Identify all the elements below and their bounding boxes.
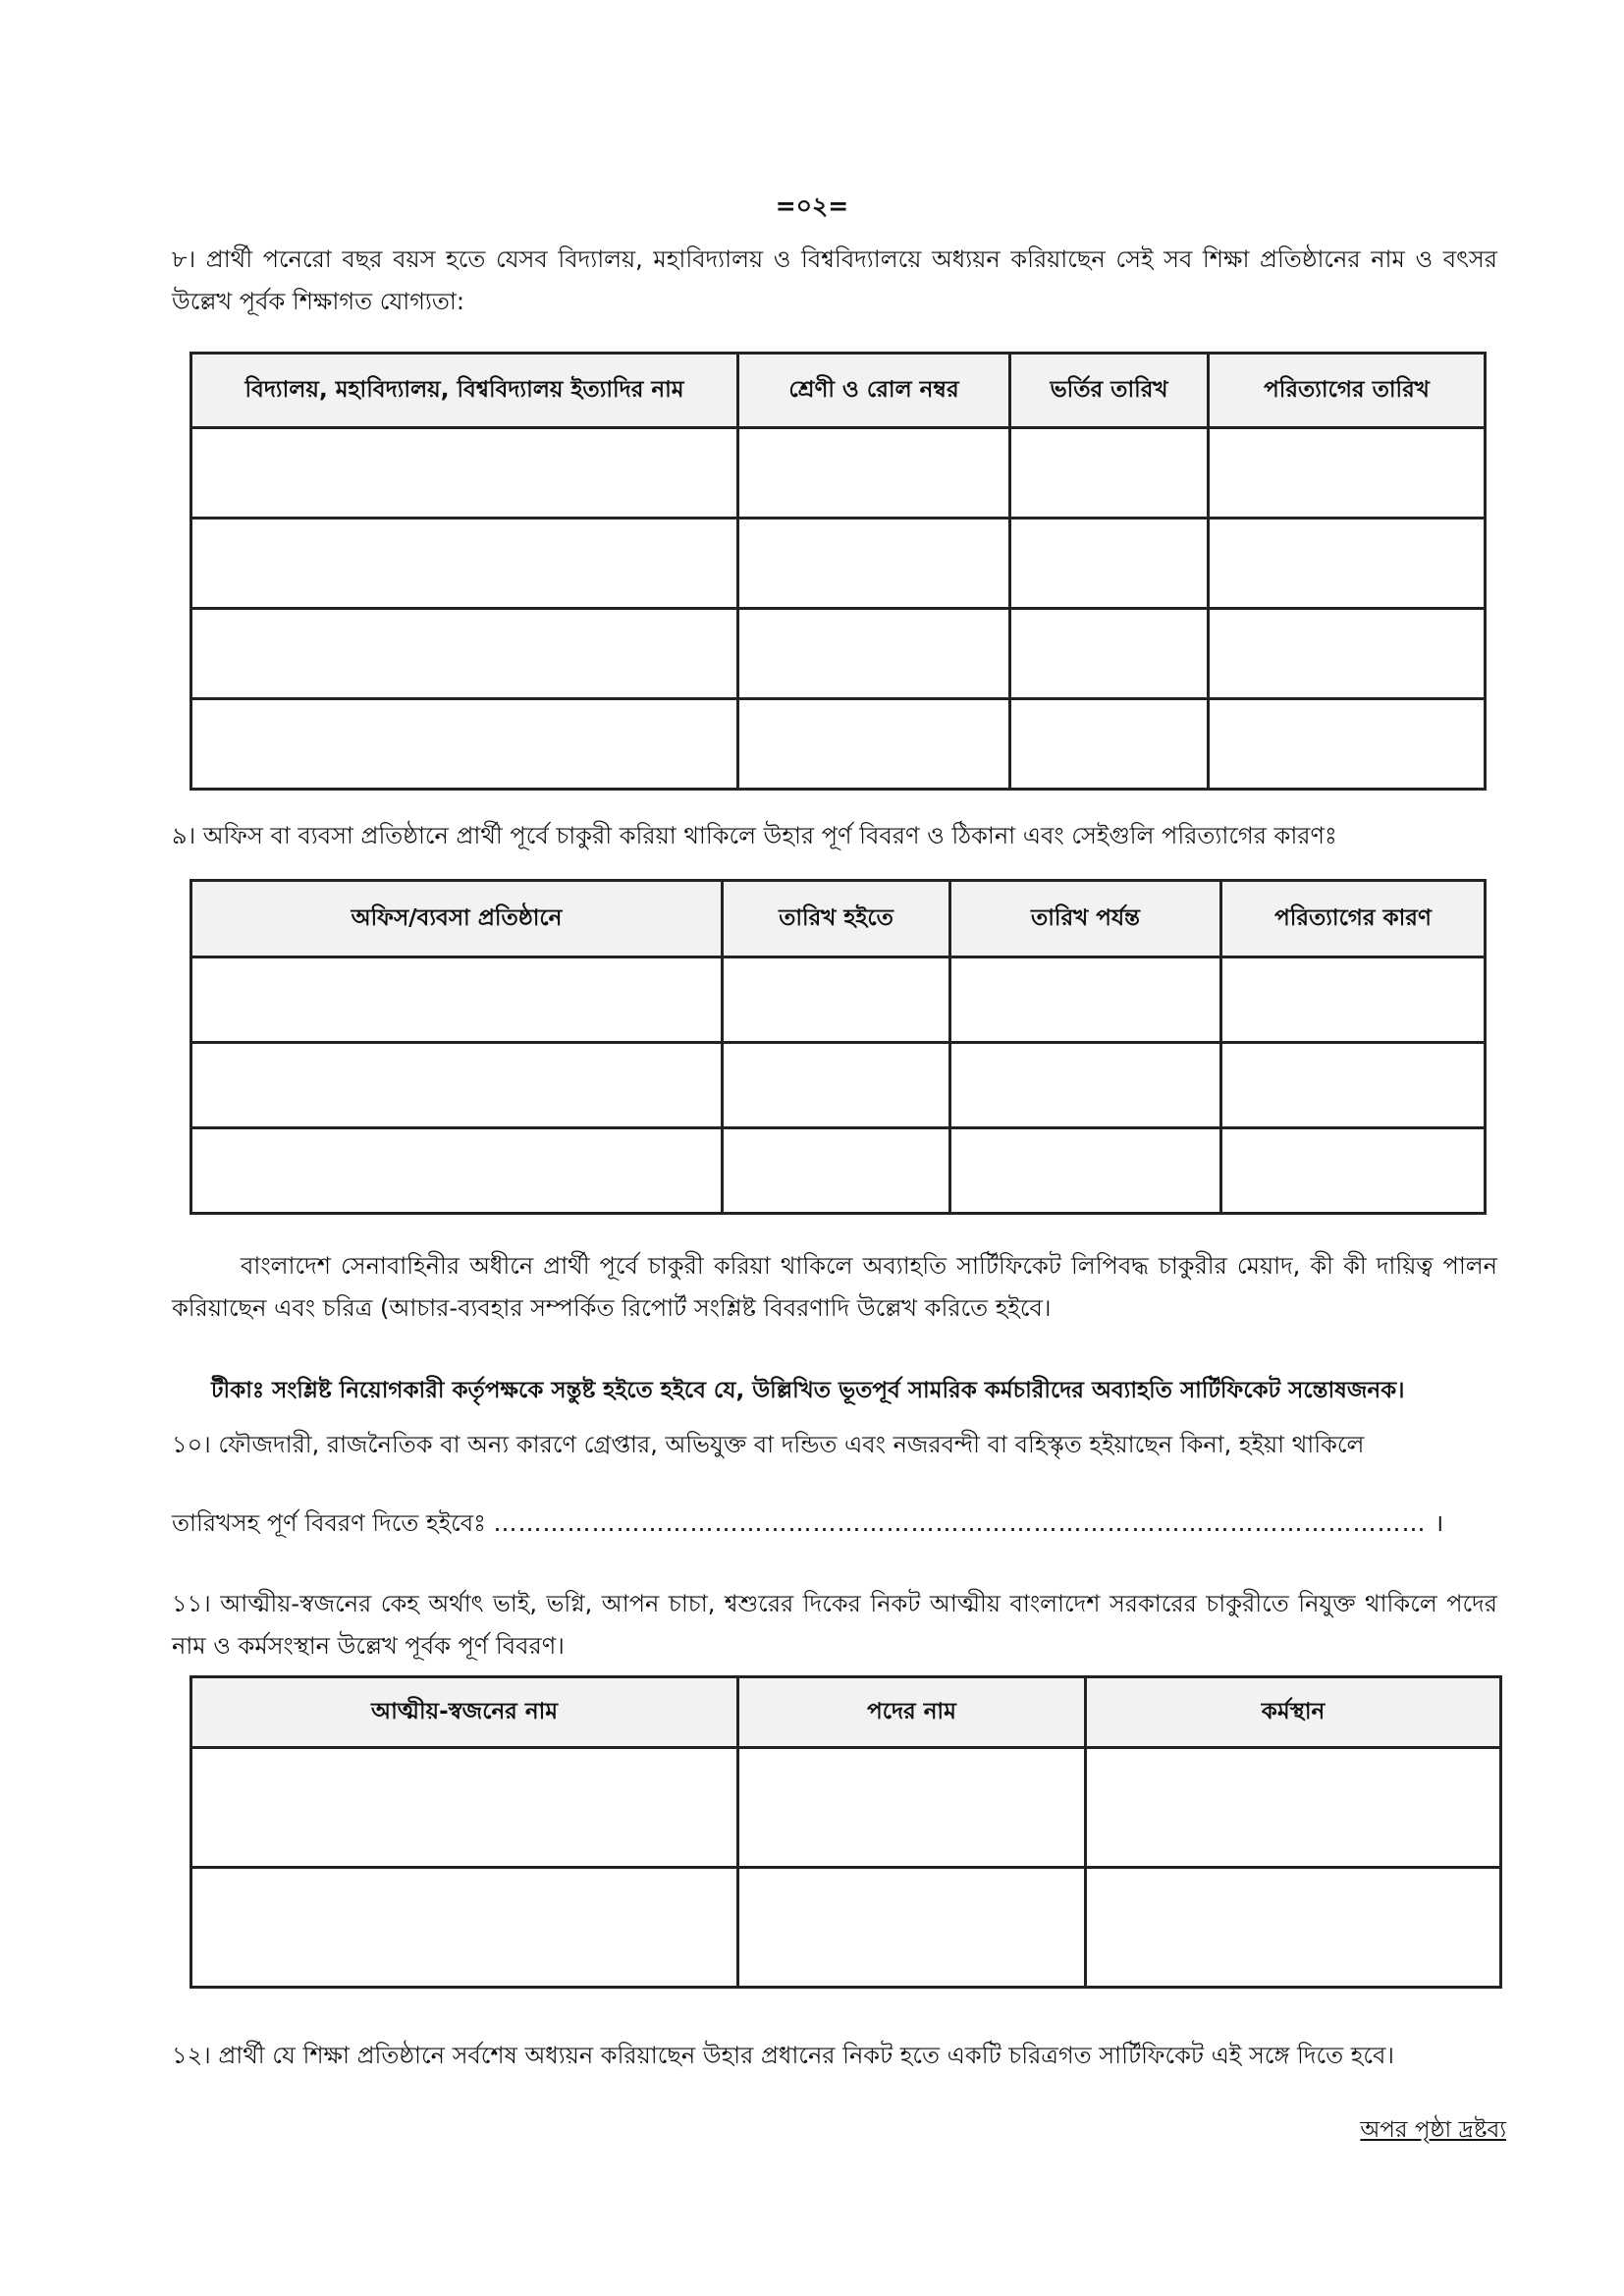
table-cell[interactable] xyxy=(723,1043,950,1128)
table-cell[interactable] xyxy=(1010,609,1209,699)
header-relative-name: আত্মীয়-স্বজনের নাম xyxy=(191,1677,738,1748)
table-cell[interactable] xyxy=(1209,428,1486,519)
table-row xyxy=(191,1748,1501,1868)
table-row xyxy=(191,428,1486,519)
header-date-to: তারিখ পর্যন্ত xyxy=(950,881,1221,957)
table-cell[interactable] xyxy=(1209,609,1486,699)
table-cell[interactable] xyxy=(191,428,738,519)
item-8-text: ৮। প্রার্থী পনেরো বছর বয়স হতে যেসব বিদ্যালয়, মহাবিদ্যালয় ও বিশ্ববিদ্যালয়ে অধ্যয়ন করিয়াছেন সেই সব শিক্ষা প্রতিষ্ঠানের নাম ও বৎসর উল্লেখ পূর্বক শিক্ষাগত যোগ্যতা: xyxy=(172,246,1497,315)
table-cell[interactable] xyxy=(738,519,1010,609)
education-table xyxy=(189,352,1487,791)
header-leaving-date: পরিত্যাগের তারিখ xyxy=(1209,354,1486,428)
table-row xyxy=(191,1868,1501,1988)
item-10-answer-blank[interactable]: …………………………………………………………………………………………………… । xyxy=(493,1509,1445,1537)
table-cell[interactable] xyxy=(1221,1128,1486,1214)
header-admission-date: ভর্তির তারিখ xyxy=(1010,354,1209,428)
continued-overleaf-note: অপর পৃষ্ঠা দ্রষ্টব্য xyxy=(1360,2117,1506,2143)
table-row xyxy=(191,1043,1486,1128)
table-cell[interactable] xyxy=(191,1128,723,1214)
table-cell[interactable] xyxy=(723,1128,950,1214)
item-11-text: ১১। আত্মীয়-স্বজনের কেহ অর্থাৎ ভাই, ভগ্নি, আপন চাচা, শ্বশুরের দিকের নিকট আত্মীয় বাংলাদেশ সরকারের চাকুরীতে নিযুক্ত থাকিলে পদের নাম ও কর্মসংস্থান উল্লেখ পূর্বক পূর্ণ বিবরণ। xyxy=(172,1590,1497,1660)
note-text: টীকাঃ সংশ্লিষ্ট নিয়োগকারী কর্তৃপক্ষকে সন্তুষ্ট হইতে হইবে যে, উল্লিখিত ভূতপূর্ব সামরিক কর্মচারীদের অব্যাহতি সার্টিফিকেট সন্তোষজনক। xyxy=(211,1378,1405,1403)
table-cell[interactable] xyxy=(950,1043,1221,1128)
table-cell[interactable] xyxy=(723,957,950,1043)
table-cell[interactable] xyxy=(738,428,1010,519)
table-cell[interactable] xyxy=(191,1868,738,1988)
header-class-roll: শ্রেণী ও রোল নম্বর xyxy=(738,354,1010,428)
table-cell[interactable] xyxy=(191,1748,738,1868)
table-cell[interactable] xyxy=(1086,1868,1501,1988)
page-number: =০২= xyxy=(775,191,849,220)
table-cell[interactable] xyxy=(1010,428,1209,519)
table-cell[interactable] xyxy=(1010,519,1209,609)
item-10-label: তারিখসহ পূর্ণ বিবরণ দিতে হইবেঃ xyxy=(172,1509,494,1537)
table-cell[interactable] xyxy=(191,699,738,790)
table-cell[interactable] xyxy=(1010,699,1209,790)
relatives-table xyxy=(189,1675,1502,1989)
table-cell[interactable] xyxy=(191,519,738,609)
table-cell[interactable] xyxy=(191,1043,723,1128)
table-cell[interactable] xyxy=(1086,1748,1501,1868)
table-cell[interactable] xyxy=(738,609,1010,699)
item-10-line-2 xyxy=(172,1503,1497,1545)
table-cell[interactable] xyxy=(1209,519,1486,609)
header-post-name: পদের নাম xyxy=(738,1677,1086,1748)
employment-table-header xyxy=(191,881,1486,957)
table-cell[interactable] xyxy=(191,609,738,699)
header-reason-leaving: পরিত্যাগের কারণ xyxy=(1221,881,1486,957)
army-service-paragraph: বাংলাদেশ সেনাবাহিনীর অধীনে প্রার্থী পূর্বে চাকুরী করিয়া থাকিলে অব্যাহতি সার্টিফিকেট লিপিবদ্ধ চাকুরীর মেয়াদ, কী কী দায়িত্ব পালন করিয়াছেন এবং চরিত্র (আচার-ব্যবহার সম্পর্কিত রিপোর্ট সংশ্লিষ্ট বিবরণাদি উল্লেখ করিতে হইবে। xyxy=(172,1252,1497,1322)
table-row xyxy=(191,609,1486,699)
item-12-text: ১২। প্রার্থী যে শিক্ষা প্রতিষ্ঠানে সর্বশেষ অধ্যয়ন করিয়াছেন উহার প্রধানের নিকট হতে একটি চরিত্রগত সার্টিফিকেট এই সঙ্গে দিতে হবে। xyxy=(172,2042,1394,2069)
table-cell[interactable] xyxy=(738,699,1010,790)
table-cell[interactable] xyxy=(1221,1043,1486,1128)
table-cell[interactable] xyxy=(1221,957,1486,1043)
table-cell[interactable] xyxy=(1209,699,1486,790)
header-workplace: কর্মস্থান xyxy=(1086,1677,1501,1748)
table-row xyxy=(191,1128,1486,1214)
relatives-table-header xyxy=(191,1677,1501,1748)
employment-table xyxy=(189,879,1487,1215)
header-institution-name: বিদ্যালয়, মহাবিদ্যালয়, বিশ্ববিদ্যালয় ইত্যাদির নাম xyxy=(191,354,738,428)
table-cell[interactable] xyxy=(738,1748,1086,1868)
education-table-header xyxy=(191,354,1486,428)
table-cell[interactable] xyxy=(950,957,1221,1043)
table-cell[interactable] xyxy=(191,957,723,1043)
table-cell[interactable] xyxy=(738,1868,1086,1988)
item-9-text: ৯। অফিস বা ব্যবসা প্রতিষ্ঠানে প্রার্থী পূর্বে চাকুরী করিয়া থাকিলে উহার পূর্ণ বিবরণ ও ঠিকানা এবং সেইগুলি পরিত্যাগের কারণঃ xyxy=(172,822,1337,849)
header-office-business: অফিস/ব্যবসা প্রতিষ্ঠানে xyxy=(191,881,723,957)
table-row xyxy=(191,519,1486,609)
header-date-from: তারিখ হইতে xyxy=(723,881,950,957)
item-10-line-1: ১০। ফৌজদারী, রাজনৈতিক বা অন্য কারণে গ্রেপ্তার, অভিযুক্ত বা দন্ডিত এবং নজরবন্দী বা বহিস্কৃত হইয়াছেন কিনা, হইয়া থাকিলে xyxy=(172,1431,1365,1458)
table-row xyxy=(191,699,1486,790)
table-cell[interactable] xyxy=(950,1128,1221,1214)
table-row xyxy=(191,957,1486,1043)
